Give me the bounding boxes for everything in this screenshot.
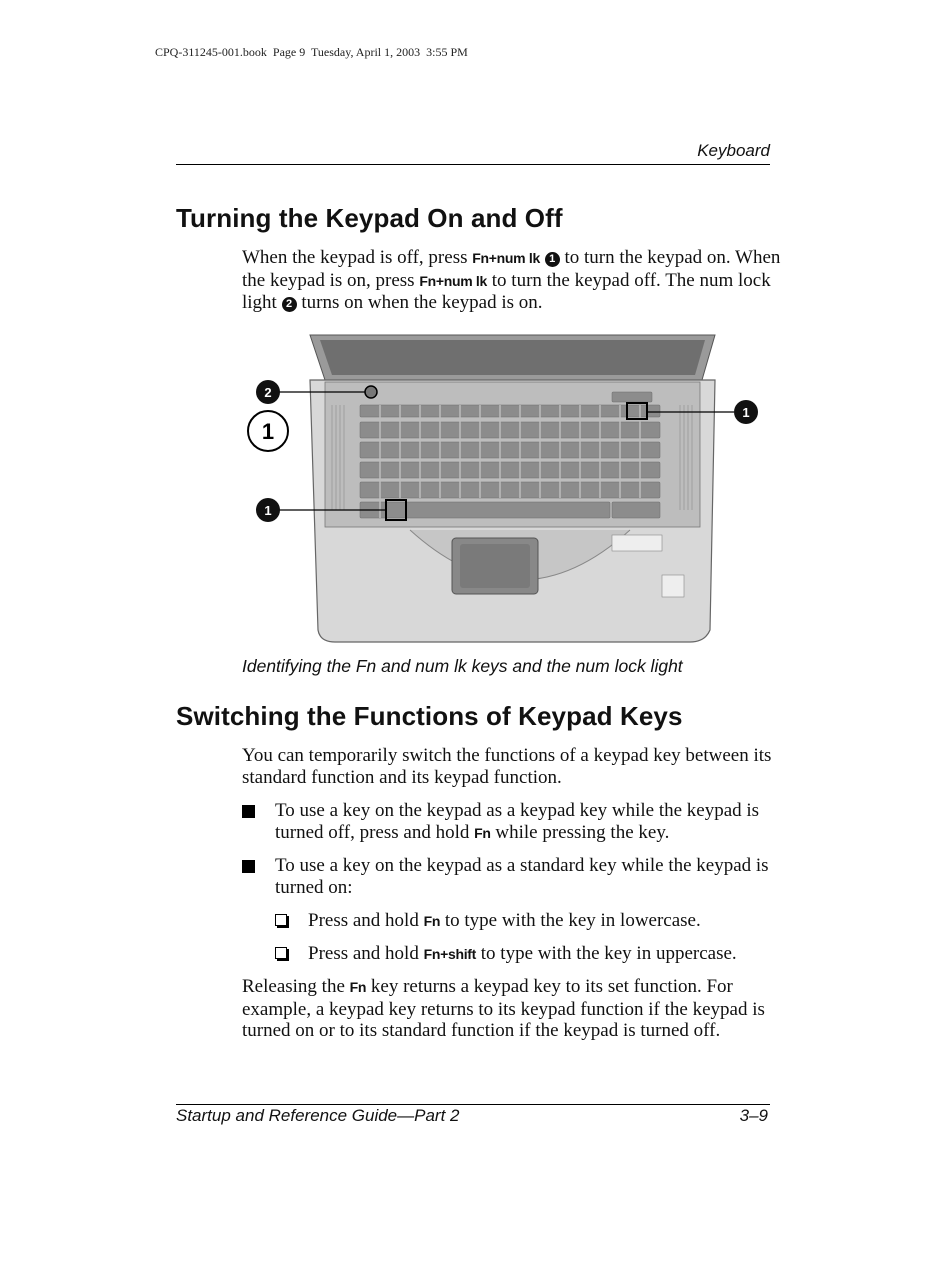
- callout-1-left-label: 1: [264, 503, 272, 518]
- list-item-text: To use a key on the keypad as a keypad key while the keypad is turned off, press and hold Fn while pressing the key.: [275, 800, 760, 843]
- footer-rule: [176, 1104, 770, 1105]
- key-label: Fn: [349, 979, 367, 995]
- section-title-switching-functions: Switching the Functions of Keypad Keys: [176, 701, 683, 731]
- header-rule: [176, 164, 770, 165]
- key-label: Fn: [423, 913, 441, 929]
- sub-list-item-text: Press and hold Fn to type with the key in lowercase.: [308, 910, 701, 931]
- callout-1-outline-label: 1: [261, 419, 275, 444]
- switching-intro-paragraph: You can temporarily switch the functions of a keypad key between its standard function and its keypad function.: [242, 745, 772, 788]
- closing-paragraph: Releasing the Fn key returns a keypad key to its set function. For example, a keypad key returns to its keypad function if the keypad is turned on or to its standard function if the keypad is turned off.: [242, 976, 765, 1041]
- bullet-square-icon: [242, 805, 255, 818]
- callout-marker: 2: [282, 297, 297, 312]
- page-number: 3–9: [739, 1106, 768, 1125]
- section-title-keypad-on-off: Turning the Keypad On and Off: [176, 203, 563, 233]
- key-label: Fn+num lk: [472, 250, 540, 266]
- key-label: Fn+num lk: [419, 272, 488, 289]
- callout-1-right-label: 1: [742, 405, 750, 420]
- callout-2-label: 2: [264, 385, 272, 400]
- callout-marker: 1: [545, 252, 560, 267]
- print-header: CPQ-311245-001.book Page 9 Tuesday, April 1, 2003 3:55 PM: [155, 45, 468, 59]
- keypad-on-off-paragraph: When the keypad is off, press Fn+num lk 1 to turn the keypad on. When the keypad is on, press Fn+num lk to turn the keypad off. The num lock light 2 turns on when the keypad is on.: [242, 247, 781, 313]
- key-label: Fn+shift: [423, 946, 477, 962]
- running-head: Keyboard: [697, 141, 770, 160]
- list-item-text: To use a key on the keypad as a standard key while the keypad is turned on:: [275, 855, 769, 898]
- laptop-keyboard-figure: [240, 330, 800, 650]
- footer-title: Startup and Reference Guide—Part 2: [176, 1106, 460, 1125]
- key-label: Fn: [474, 824, 491, 841]
- bullet-square-icon: [242, 860, 255, 873]
- sub-list-item-text: Press and hold Fn+shift to type with the key in uppercase.: [308, 943, 737, 964]
- figure-caption: Identifying the Fn and num lk keys and the num lock light: [242, 656, 683, 676]
- bullet-box-icon: [275, 914, 287, 926]
- bullet-box-icon: [275, 947, 287, 959]
